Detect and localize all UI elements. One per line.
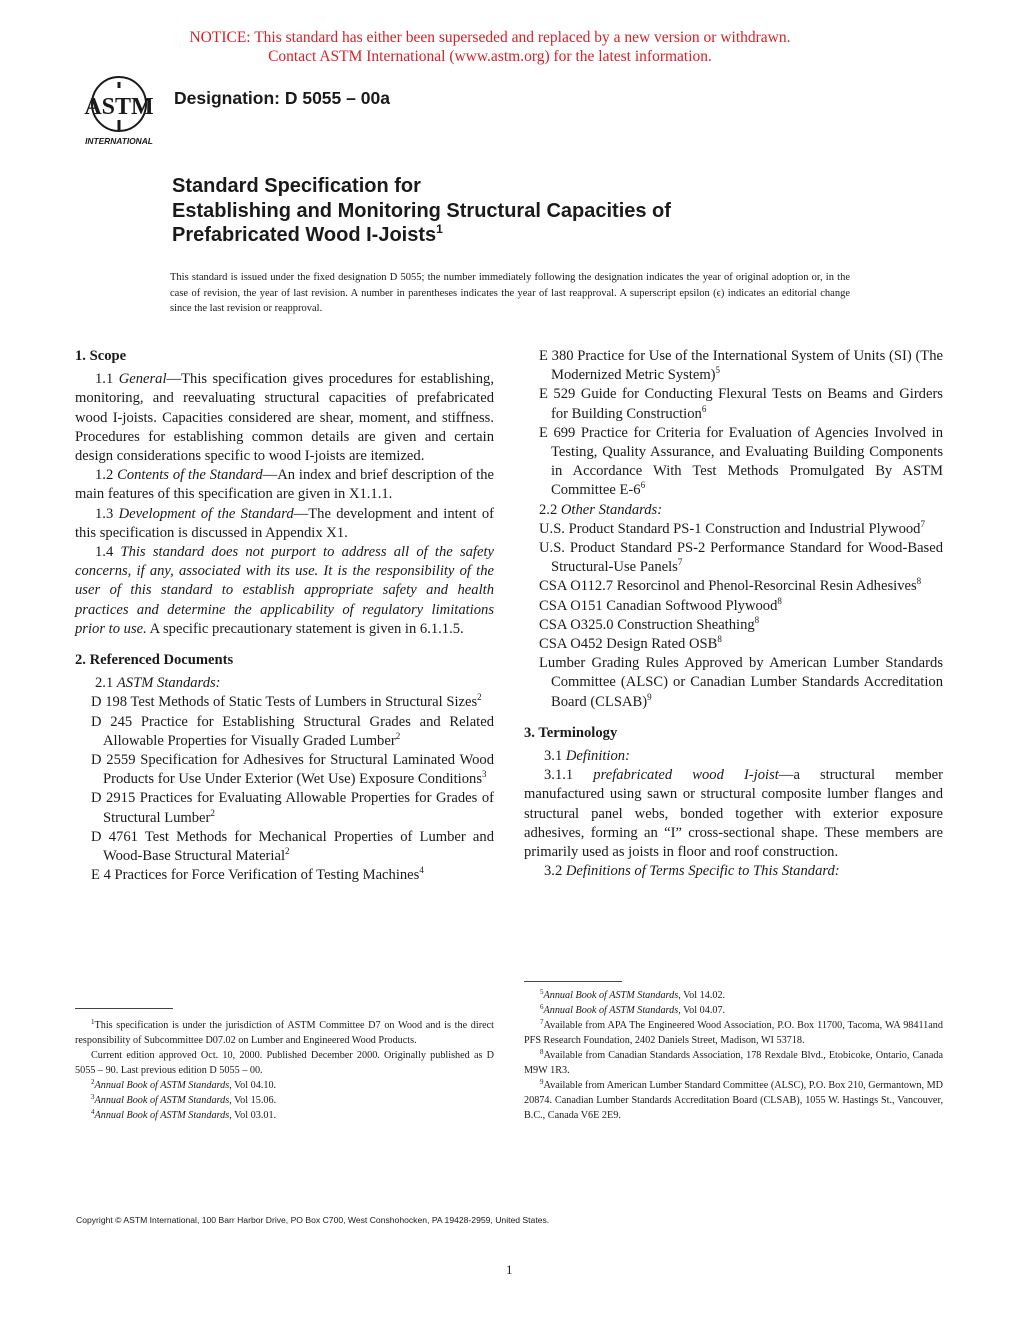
footnote-rule-left [75, 1008, 173, 1009]
astm-logo-icon [76, 74, 162, 148]
reference-item: D 4761 Test Methods for Mechanical Properties of Lumber and Wood-Base Structural Material$^2$ [91, 828, 494, 865]
reference-item: U.S. Product Standard PS-2 Performance Standard for Wood-Based Structural-Use Panels$^7$ [539, 540, 943, 576]
reference-item: D 2915 Practices for Evaluating Allowable Properties for Grades of Structural Lumber$^2$ [91, 790, 494, 826]
paragraph-2-1: 2.1 ASTM Standards: [95, 675, 221, 692]
footnote-6: $^6$Annual Book of ASTM Standards, Vol 04.07. [540, 1003, 726, 1016]
reference-item: Lumber Grading Rules Approved by American Lumber Standards Committee (ALSC) or Canadian Lumber Standards Accreditation Board (CLSAB)$^9$ [539, 655, 943, 710]
copyright-line: Copyright © ASTM International, 100 Barr Harbor Drive, PO Box C700, West Conshohocken, PA 19428-2959, United States. [76, 1215, 550, 1225]
footnote-4: $^4$Annual Book of ASTM Standards, Vol 03.01. [91, 1108, 277, 1121]
reference-item: E 529 Guide for Conducting Flexural Tests on Beams and Girders for Building Construction$^6$ [539, 386, 943, 422]
issuance-note: This standard is issued under the fixed designation D 5055; the number immediately following the designation indicates the year of original adoption or, in the case of revision, the year of last revision. A number in parentheses indicates the year of last reapproval. A superscript epsilon (ϵ) indicates an editorial change since the last revision or reapproval. [170, 272, 850, 314]
reference-item: CSA O112.7 Resorcinol and Phenol-Resorcinal Resin Adhesives$^8$ [539, 576, 922, 595]
footnote-3: $^3$Annual Book of ASTM Standards, Vol 15.06. [91, 1093, 277, 1106]
paragraph-3-2: 3.2 Definitions of Terms Specific to This Standard: [544, 863, 840, 880]
reference-item: D 245 Practice for Establishing Structural Grades and Related Allowable Properties for Visually Graded Lumber$^2$ [91, 713, 494, 749]
left-column [75, 347, 494, 885]
footnote-1: $^1$This specification is under the jurisdiction of ASTM Committee D7 on Wood and is the direct responsibility of Subcommittee D07.02 on Lumber and Engineered Wood Products. [75, 1018, 494, 1046]
page-number: 1 [506, 1262, 513, 1277]
title-footnote-mark: 1 [436, 222, 443, 236]
logo-subtext: INTERNATIONAL [85, 136, 153, 146]
title-line-1: Standard Specification for [172, 175, 421, 197]
paragraph-1-1: 1.1 General—This specification gives procedures for establishing, monitoring, and reevaluating structural capacities of prefabricated wood I-joists. Capacities considered are shear, moment, and stiffness. Procedures for establishing common details are given and certain design considerations specific to wood I-joists are itemized. [75, 371, 494, 465]
footnotes-left [75, 1018, 494, 1123]
paragraph-1-2: 1.2 Contents of the Standard—An index and brief description of the main features of this specification are given in X1.1.1. [75, 467, 494, 503]
section-heading-terminology: 3. Terminology [524, 724, 618, 741]
right-column [524, 347, 943, 881]
reference-item: CSA O452 Design Rated OSB$^8$ [539, 634, 722, 653]
paragraph-1-4: 1.4 This standard does not purport to address all of the safety concerns, if any, associated with its use. It is the responsibility of the user of this standard to establish appropriate safety and health practices and determine the applicability of regulatory limitations prior to use. A specific precautionary statement is given in 6.1.1.5. [75, 544, 494, 637]
footnote-2: $^2$Annual Book of ASTM Standards, Vol 04.10. [91, 1078, 277, 1091]
paragraph-3-1: 3.1 Definition: [544, 748, 630, 765]
reference-item: D 2559 Specification for Adhesives for Structural Laminated Wood Products for Use Under Exterior (Wet Use) Exposure Conditions$^3$ [91, 752, 494, 788]
title-line-3: Prefabricated Wood I-Joists [172, 224, 437, 246]
paragraph-2-2: 2.2 Other Standards: [539, 501, 663, 518]
reference-item: D 198 Test Methods of Static Tests of Lumbers in Structural Sizes$^2$ [91, 692, 482, 711]
paragraph-1-3: 1.3 Development of the Standard—The development and intent of this specification is discussed in Appendix X1. [75, 505, 495, 541]
reference-item: E 699 Practice for Criteria for Evaluation of Agencies Involved in Testing, Quality Assurance, and Evaluating Building Components in Accordance With Test Methods Promulgated By ASTM Committee $E-6^6$ [539, 424, 943, 499]
reference-item: E 4 Practices for Force Verification of Testing Machines$^4$ [91, 865, 424, 884]
reference-item: CSA O325.0 Construction Sheathing$^8$ [539, 614, 760, 633]
footnote-9: $^9$Available from American Lumber Standard Committee (ALSC), P.O. Box 210, Germantown, MD 20874. Canadian Lumber Standards Accreditation Board (CLSAB), 1055 W. Hastings St., Vancouver, B.C., Canada V6E 2E9. [524, 1078, 943, 1121]
footnote-1-edition: Current edition approved Oct. 10, 2000. Published December 2000. Originally published as D 5055 – 90. Last previous edition D 5055 – 00. [75, 1050, 494, 1076]
notice-line-1: NOTICE: This standard has either been superseded and replaced by a new version or withdrawn. [189, 29, 791, 46]
withdrawal-notice [0, 28, 980, 66]
title-line-2: Establishing and Monitoring Structural Capacities of [172, 199, 671, 222]
section-heading-referenced-documents: 2. Referenced Documents [75, 652, 234, 669]
logo-letters: ASTM [84, 94, 154, 120]
designation: Designation: D 5055 – 00a [174, 88, 390, 108]
footnote-5: $^5$Annual Book of ASTM Standards, Vol 14.02. [540, 988, 726, 1001]
reference-item: E 380 Practice for Use of the International System of Units (SI) (The Modernized Metric System)$^5$ [539, 348, 943, 384]
document-title [172, 174, 892, 248]
footnote-rule-right [524, 981, 622, 982]
footnotes-right [524, 988, 943, 1123]
section-heading-scope: 1. Scope [75, 348, 127, 364]
paragraph-3-1-1: 3.1.1 prefabricated wood I-joist—a structural member manufactured using sawn or structural composite lumber flanges and structural panel webs, bonded together with exterior exposure adhesives, forming an “I” cross-sectional shape. These members are primarily used as joists in floor and roof construction. [524, 767, 944, 861]
reference-item: CSA O151 Canadian Softwood Plywood$^8$ [539, 595, 782, 614]
footnote-8: $^8$Available from Canadian Standards Association, 178 Rexdale Blvd., Etobicoke, Ontario, Canada M9W 1R3. [524, 1048, 943, 1076]
reference-item: U.S. Product Standard PS-1 Construction and Industrial Plywood$^7$ [539, 518, 925, 537]
notice-line-2: Contact ASTM International (www.astm.org) for the latest information. [268, 48, 712, 65]
footnote-7: $^7$Available from APA The Engineered Wood Association, P.O. Box 11700, Tacoma, WA 98411and PFS Research Foundation, 2402 Daniels Street, Madison, WI 53718. [524, 1018, 943, 1046]
